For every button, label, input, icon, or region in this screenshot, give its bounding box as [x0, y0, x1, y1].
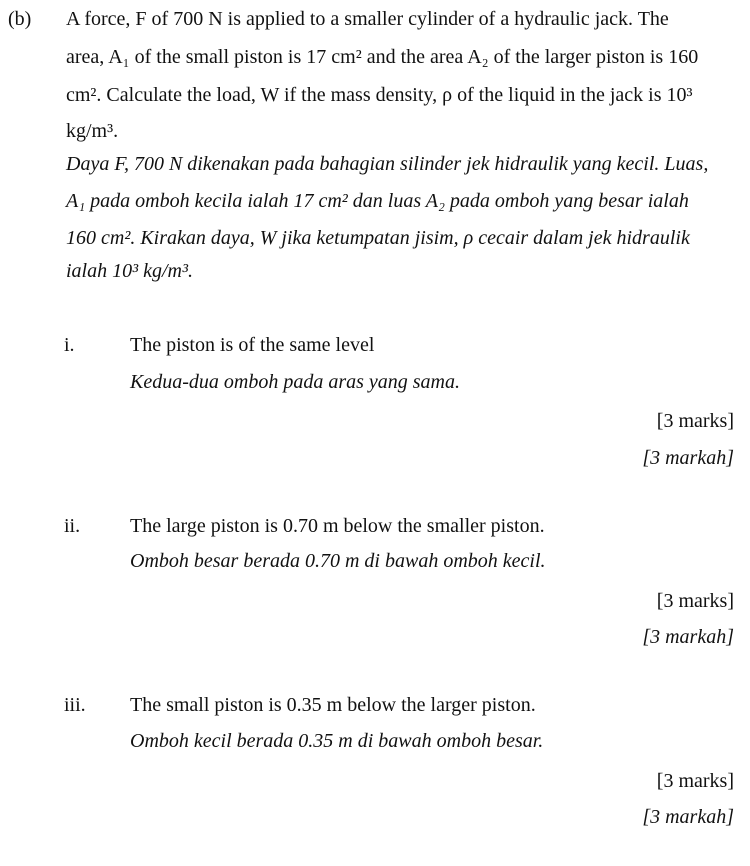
- part-ii-numeral: ii.: [64, 515, 81, 537]
- part-iii-english: The small piston is 0.35 m below the larger piston.: [130, 694, 536, 716]
- part-ii-malay: Omboh besar berada 0.70 m di bawah omboh kecil.: [130, 550, 546, 572]
- part-ii-english: The large piston is 0.70 m below the smaller piston.: [130, 515, 545, 537]
- part-i-english: The piston is of the same level: [130, 334, 375, 356]
- malay-line-3: 160 cm². Kirakan daya, W jika ketumpatan jisim, ρ cecair dalam jek hidraulik: [66, 227, 690, 249]
- part-iii-malay: Omboh kecil berada 0.35 m di bawah omboh besar.: [130, 730, 544, 752]
- question-label: (b): [8, 8, 32, 30]
- english-line-3: cm². Calculate the load, W if the mass density, ρ of the liquid in the jack is 10³: [66, 84, 693, 106]
- part-iii-marks: [3 marks]: [656, 770, 734, 792]
- part-ii-marks: [3 marks]: [656, 590, 734, 612]
- part-i-marks: [3 marks]: [656, 410, 734, 432]
- english-line-4: kg/m³.: [66, 120, 119, 142]
- part-iii-numeral: iii.: [64, 694, 86, 716]
- malay-line-2: A₁ pada omboh kecila ialah 17 cm² dan luas A₂ pada omboh yang besar ialah: [66, 190, 689, 212]
- english-line-1: A force, F of 700 N is applied to a smaller cylinder of a hydraulic jack. The: [66, 8, 669, 30]
- part-i-numeral: i.: [64, 334, 75, 356]
- malay-line-4: ialah 10³ kg/m³.: [66, 260, 193, 282]
- malay-line-1: Daya F, 700 N dikenakan pada bahagian silinder jek hidraulik yang kecil. Luas,: [66, 153, 709, 175]
- part-ii-markah: [3 markah]: [642, 626, 734, 648]
- part-iii-markah: [3 markah]: [642, 806, 734, 828]
- part-i-markah: [3 markah]: [642, 447, 734, 469]
- english-line-2: area, A₁ of the small piston is 17 cm² and the area A₂ of the larger piston is 160: [66, 46, 699, 68]
- part-i-malay: Kedua-dua omboh pada aras yang sama.: [130, 371, 460, 393]
